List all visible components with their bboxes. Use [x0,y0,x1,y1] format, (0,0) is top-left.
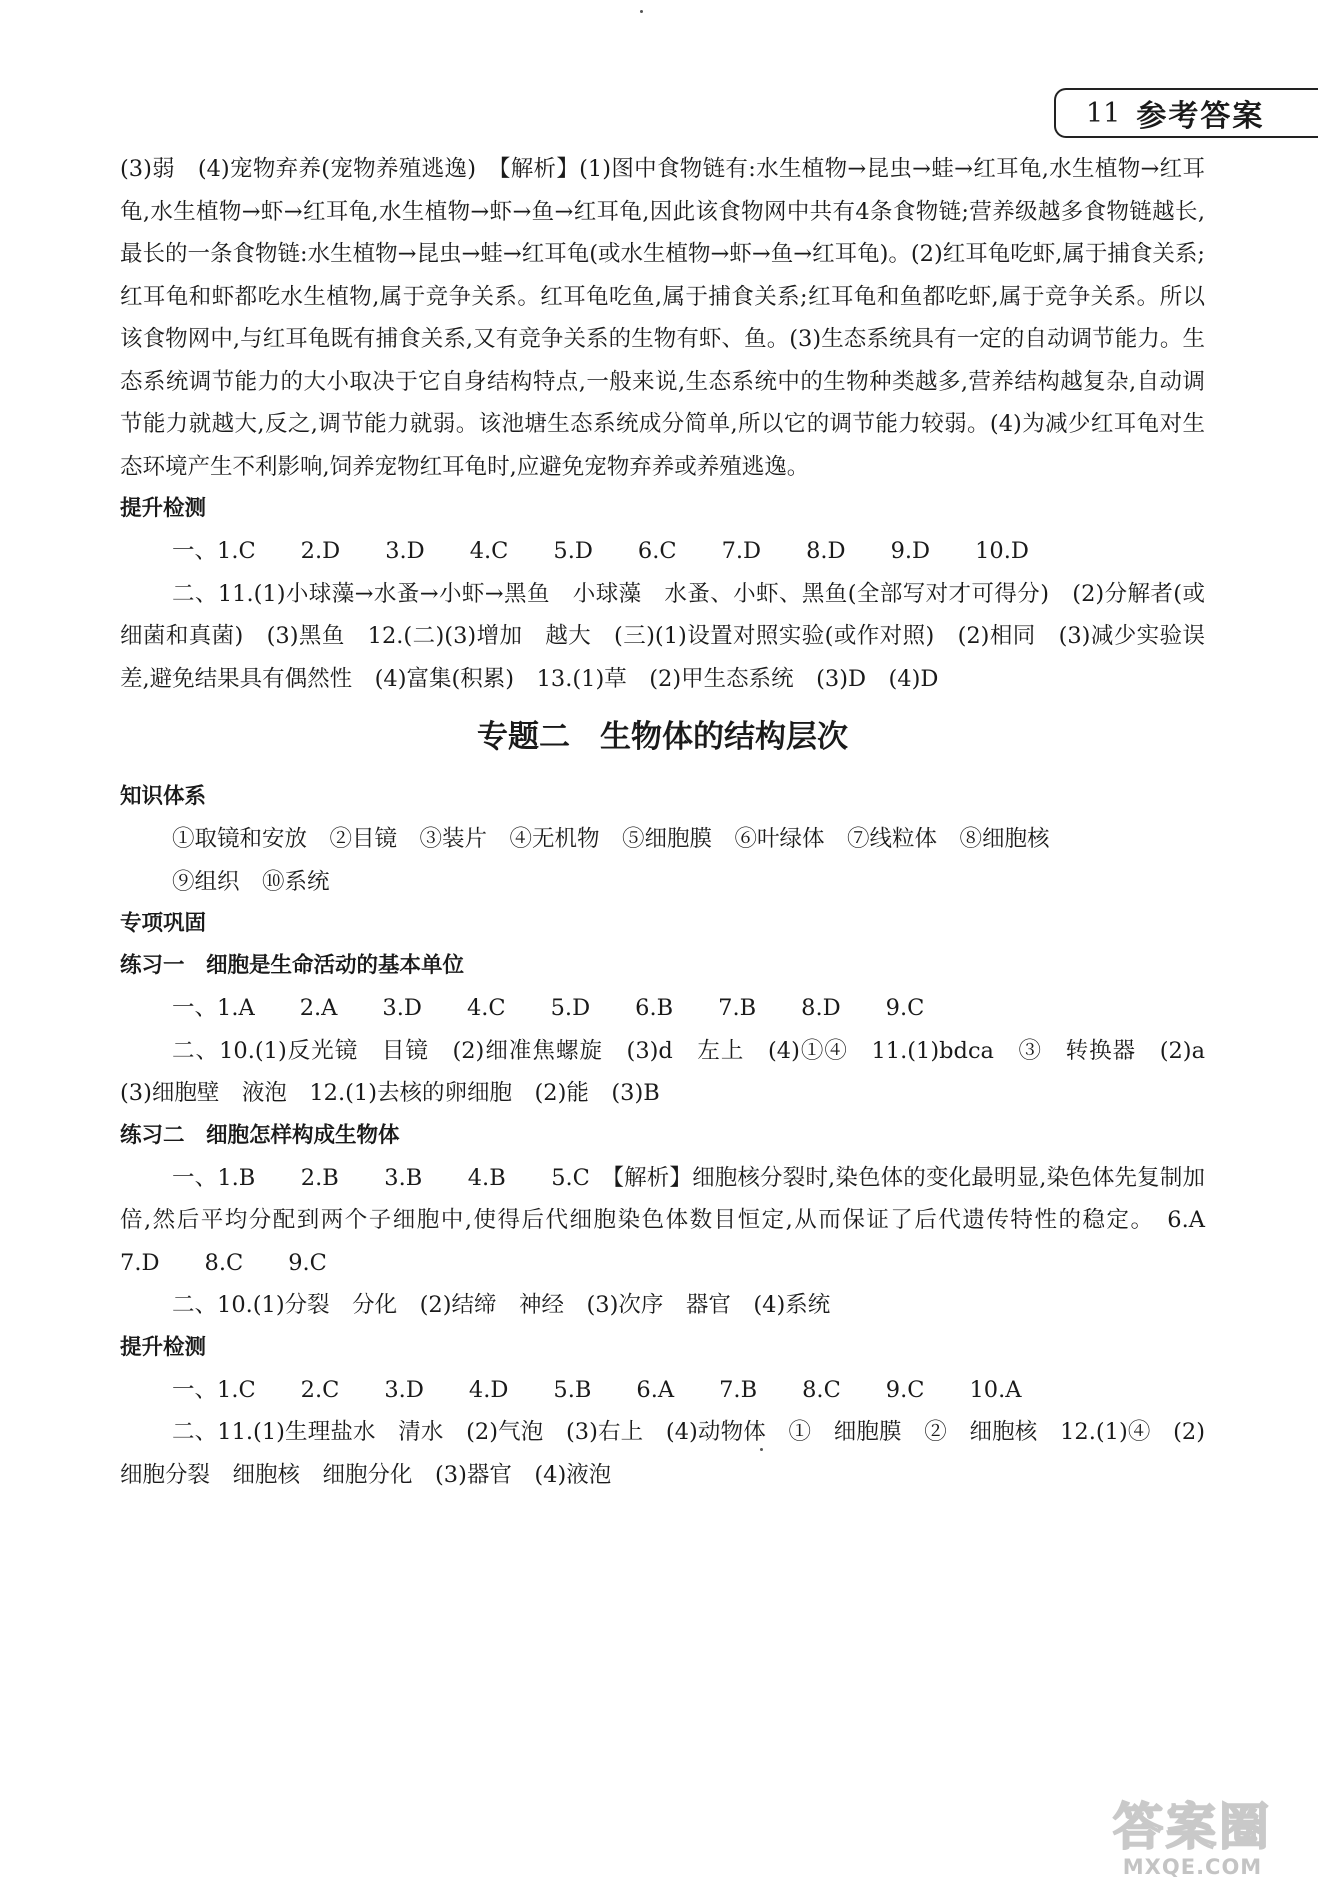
page-number: 11 [1086,97,1121,129]
exercise-title: 练习二 细胞怎样构成生物体 [120,1122,400,1148]
choice-answers: 一、1.C 2.D 3.D 4.C 5.D 6.C 7.D 8.D 9.D 10.D [172,538,1029,564]
chapter-label: 专题二 [477,719,570,755]
fill-answers: 二、10.(1)反光镜 目镜 (2)细准焦螺旋 (3)d 左上 (4)①④ 11.(1)bdca ③ 转换器 (2)a (3)细胞壁 液泡 12.(1)去核的卵细胞 (2)能 (3)B [120,1037,1228,1106]
knowledge-line: ①取镜和安放 ②目镜 ③装片 ④无机物 ⑤细胞膜 ⑥叶绿体 ⑦线粒体 ⑧细胞核 [172,826,1050,852]
watermark-logo [1075,1789,1310,1889]
chapter-name: 生物体的结构层次 [600,719,848,755]
watermark-logo-text: 答案圈 [1113,1798,1272,1856]
header-label: 参考答案 [1136,99,1265,134]
fill-answers: 二、10.(1)分裂 分化 (2)结缔 神经 (3)次序 器官 (4)系统 [172,1292,831,1318]
analysis-paragraph: (3)弱 (4)宠物弃养(宠物养殖逃逸) 【解析】(1)图中食物链有:水生植物→昆虫→蛙→红耳龟,水生植物→红耳龟,水生植物→虾→红耳龟,水生植物→虾→鱼→红耳龟,因此该食物网中共有4条食物链;营养级越多食物链越长,最长的一条食物链:水生植物→昆虫→蛙→红耳龟(或水生植物→虾→鱼→红耳龟)。(2)红耳龟吃虾,属于捕食关系;红耳龟和虾都吃水生植物,属于竞争关系。红耳龟吃鱼,属于捕食关系;红耳龟和鱼都吃虾,属于竞争关系。所以该食物网中,与红耳龟既有捕食关系,又有竞争关系的生物有虾、鱼。(3)生态系统具有一定的自动调节能力。生态系统调节能力的大小取决于它自身结构特点,一般来说,生态系统中的生物种类越多,营养结构越复杂,自动调节能力就越大,反之,调节能力就弱。该池塘生态系统成分简单,所以它的调节能力较弱。(4)为减少红耳龟对生态环境产生不利影响,饲养宠物红耳龟时,应避免宠物弃养或养殖逃逸。 [120,156,1205,480]
watermark-site: MXQE.COM [1122,1855,1263,1879]
choice-answers: 一、1.C 2.C 3.D 4.D 5.B 6.A 7.B 8.C 9.C 10.A [172,1376,1022,1403]
knowledge-line: ⑨组织 ⑩系统 [172,868,330,895]
section-heading-improve-test: 提升检测 [120,1334,207,1360]
choice-answers: 一、1.A 2.A 3.D 4.C 5.D 6.B 7.B 8.D 9.C [172,995,925,1021]
fill-answers: 二、11.(1)小球藻→水蚤→小虾→黑鱼 小球藻 水蚤、小虾、黑鱼(全部写对才可得分) (2)分解者(或细菌和真菌) (3)黑鱼 12.(二)(3)增加 越大 (三)(1)设置对照实验(或作对照) (2)相同 (3)减少实验误差,避免结果具有偶然性 (4)富集(积累) 13.(1)草 (2)甲生态系统 (3)D (4)D [120,580,1205,692]
section-heading-knowledge: 知识体系 [120,784,207,809]
scan-speck [640,10,643,13]
choice-answers: 一、1.B 2.B 3.B 4.B 5.C 【解析】细胞核分裂时,染色体的变化最明显,染色体先复制加倍,然后平均分配到两个子细胞中,使得后代细胞染色体数目恒定,从而保证了后代遗传特性的稳定。 6.A 7.D 8.C 9.C [120,1164,1251,1276]
page-header-badge [1054,88,1318,138]
fill-answers: 二、11.(1)生理盐水 清水 (2)气泡 (3)右上 (4)动物体 ① 细胞膜 ② 细胞核 12.(1)④ (2)细胞分裂 细胞核 细胞分化 (3)器官 (4)液泡 [120,1419,1205,1488]
section-heading-consolidation: 专项巩固 [120,911,207,936]
chapter-title [120,712,1205,762]
section-heading-improve-test: 提升检测 [120,496,207,521]
page-content [120,148,1251,1496]
exercise-title: 练习一 细胞是生命活动的基本单位 [120,953,465,978]
